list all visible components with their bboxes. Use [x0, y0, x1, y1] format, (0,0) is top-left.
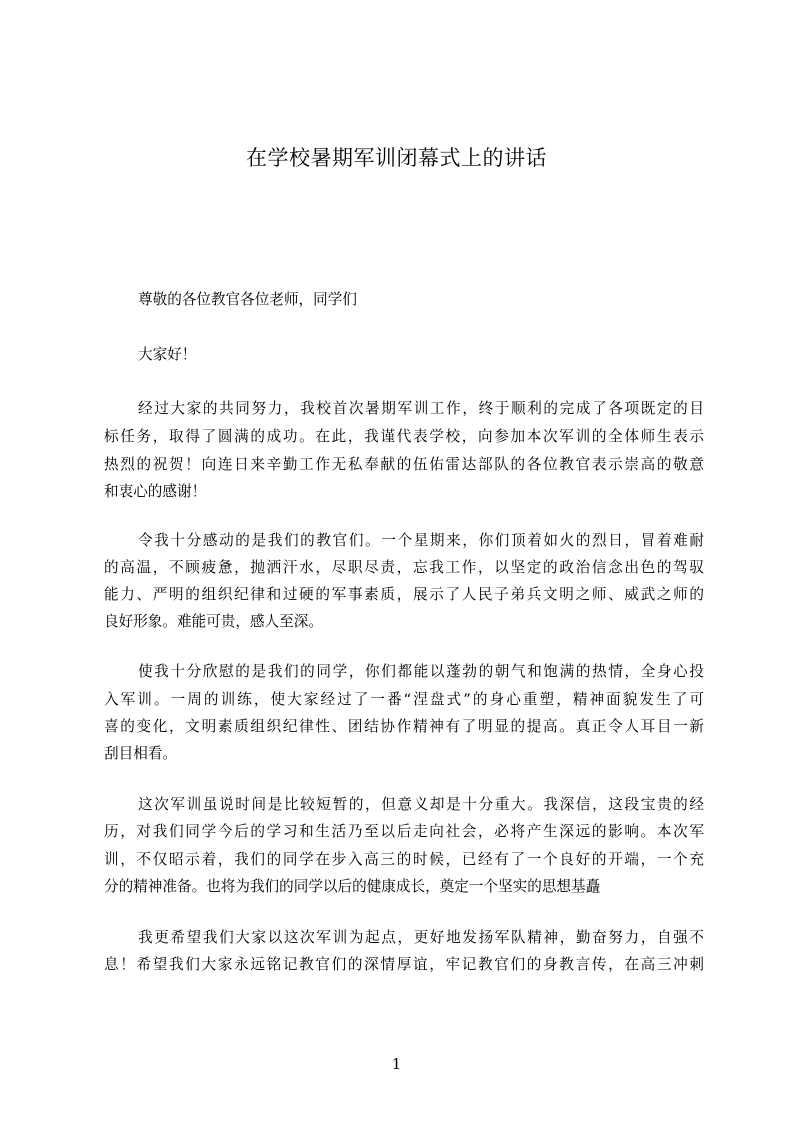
paragraph-2-line-1: 令我十分感动的是我们的教官们。一个星期来，你们顶着如火的烈日，冒着难耐 — [138, 532, 704, 549]
paragraph-5-line-2: 息！希望我们大家永远铭记教官们的深情厚谊，牢记教官们的身教言传，在高三冲刺 — [104, 956, 704, 973]
paragraph-4-line-1: 这次军训虽说时间是比较短暂的，但意义却是十分重大。我深信，这段宝贵的经 — [138, 796, 704, 813]
page-number: 1 — [391, 1055, 402, 1073]
paragraph-4-line-2: 历，对我们同学今后的学习和生活乃至以后走向社会，必将产生深远的影响。本次军 — [104, 823, 704, 840]
document-title: 在学校暑期军训闭幕式上的讲话 — [246, 146, 547, 170]
paragraph-1-line-4: 和衷心的感谢！ — [104, 483, 207, 500]
paragraph-5-line-1: 我更希望我们大家以这次军训为起点，更好地发扬军队精神，勤奋努力，自强不 — [138, 929, 704, 946]
salutation: 尊敬的各位教官各位老师，同学们 — [138, 291, 357, 308]
paragraph-4-line-4: 分的精神准备。也将为我们的同学以后的健康成长，奠定一个坚实的思想基矗 — [104, 878, 601, 895]
paragraph-3-line-4: 刮目相看。 — [104, 745, 177, 762]
paragraph-3-line-3: 喜的变化，文明素质组织纪律性、团结协作精神有了明显的提高。真正令人耳目一新 — [104, 718, 704, 735]
paragraph-1-line-1: 经过大家的共同努力，我校首次暑期军训工作，终于顺利的完成了各项既定的目 — [138, 400, 704, 417]
paragraph-2-line-4: 良好形象。难能可贵，感人至深。 — [104, 613, 323, 630]
paragraph-3-line-2: 入军训。一周的训练，使大家经过了一番“涅盘式”的身心重塑，精神面貌发生了可 — [104, 691, 704, 708]
paragraph-2-line-3: 能力、严明的组织纪律和过硬的军事素质，展示了人民子弟兵文明之师、威武之师的 — [104, 586, 704, 603]
paragraph-1-line-3: 热烈的祝贺！向连日来辛勤工作无私奉献的伍佑雷达部队的各位教官表示崇高的敬意 — [104, 456, 704, 473]
paragraph-3-line-1: 使我十分欣慰的是我们的同学，你们都能以蓬勃的朝气和饱满的热情，全身心投 — [138, 663, 704, 680]
paragraph-4-line-3: 训，不仅昭示着，我们的同学在步入高三的时候，已经有了一个良好的开端，一个充 — [104, 851, 704, 868]
greeting: 大家好！ — [138, 346, 197, 363]
paragraph-2-line-2: 的高温，不顾疲惫，抛洒汗水，尽职尽责，忘我工作，以坚定的政治信念出色的驾驭 — [104, 559, 704, 576]
paragraph-1-line-2: 标任务，取得了圆满的成功。在此，我谨代表学校，向参加本次军训的全体师生表示 — [104, 428, 704, 445]
